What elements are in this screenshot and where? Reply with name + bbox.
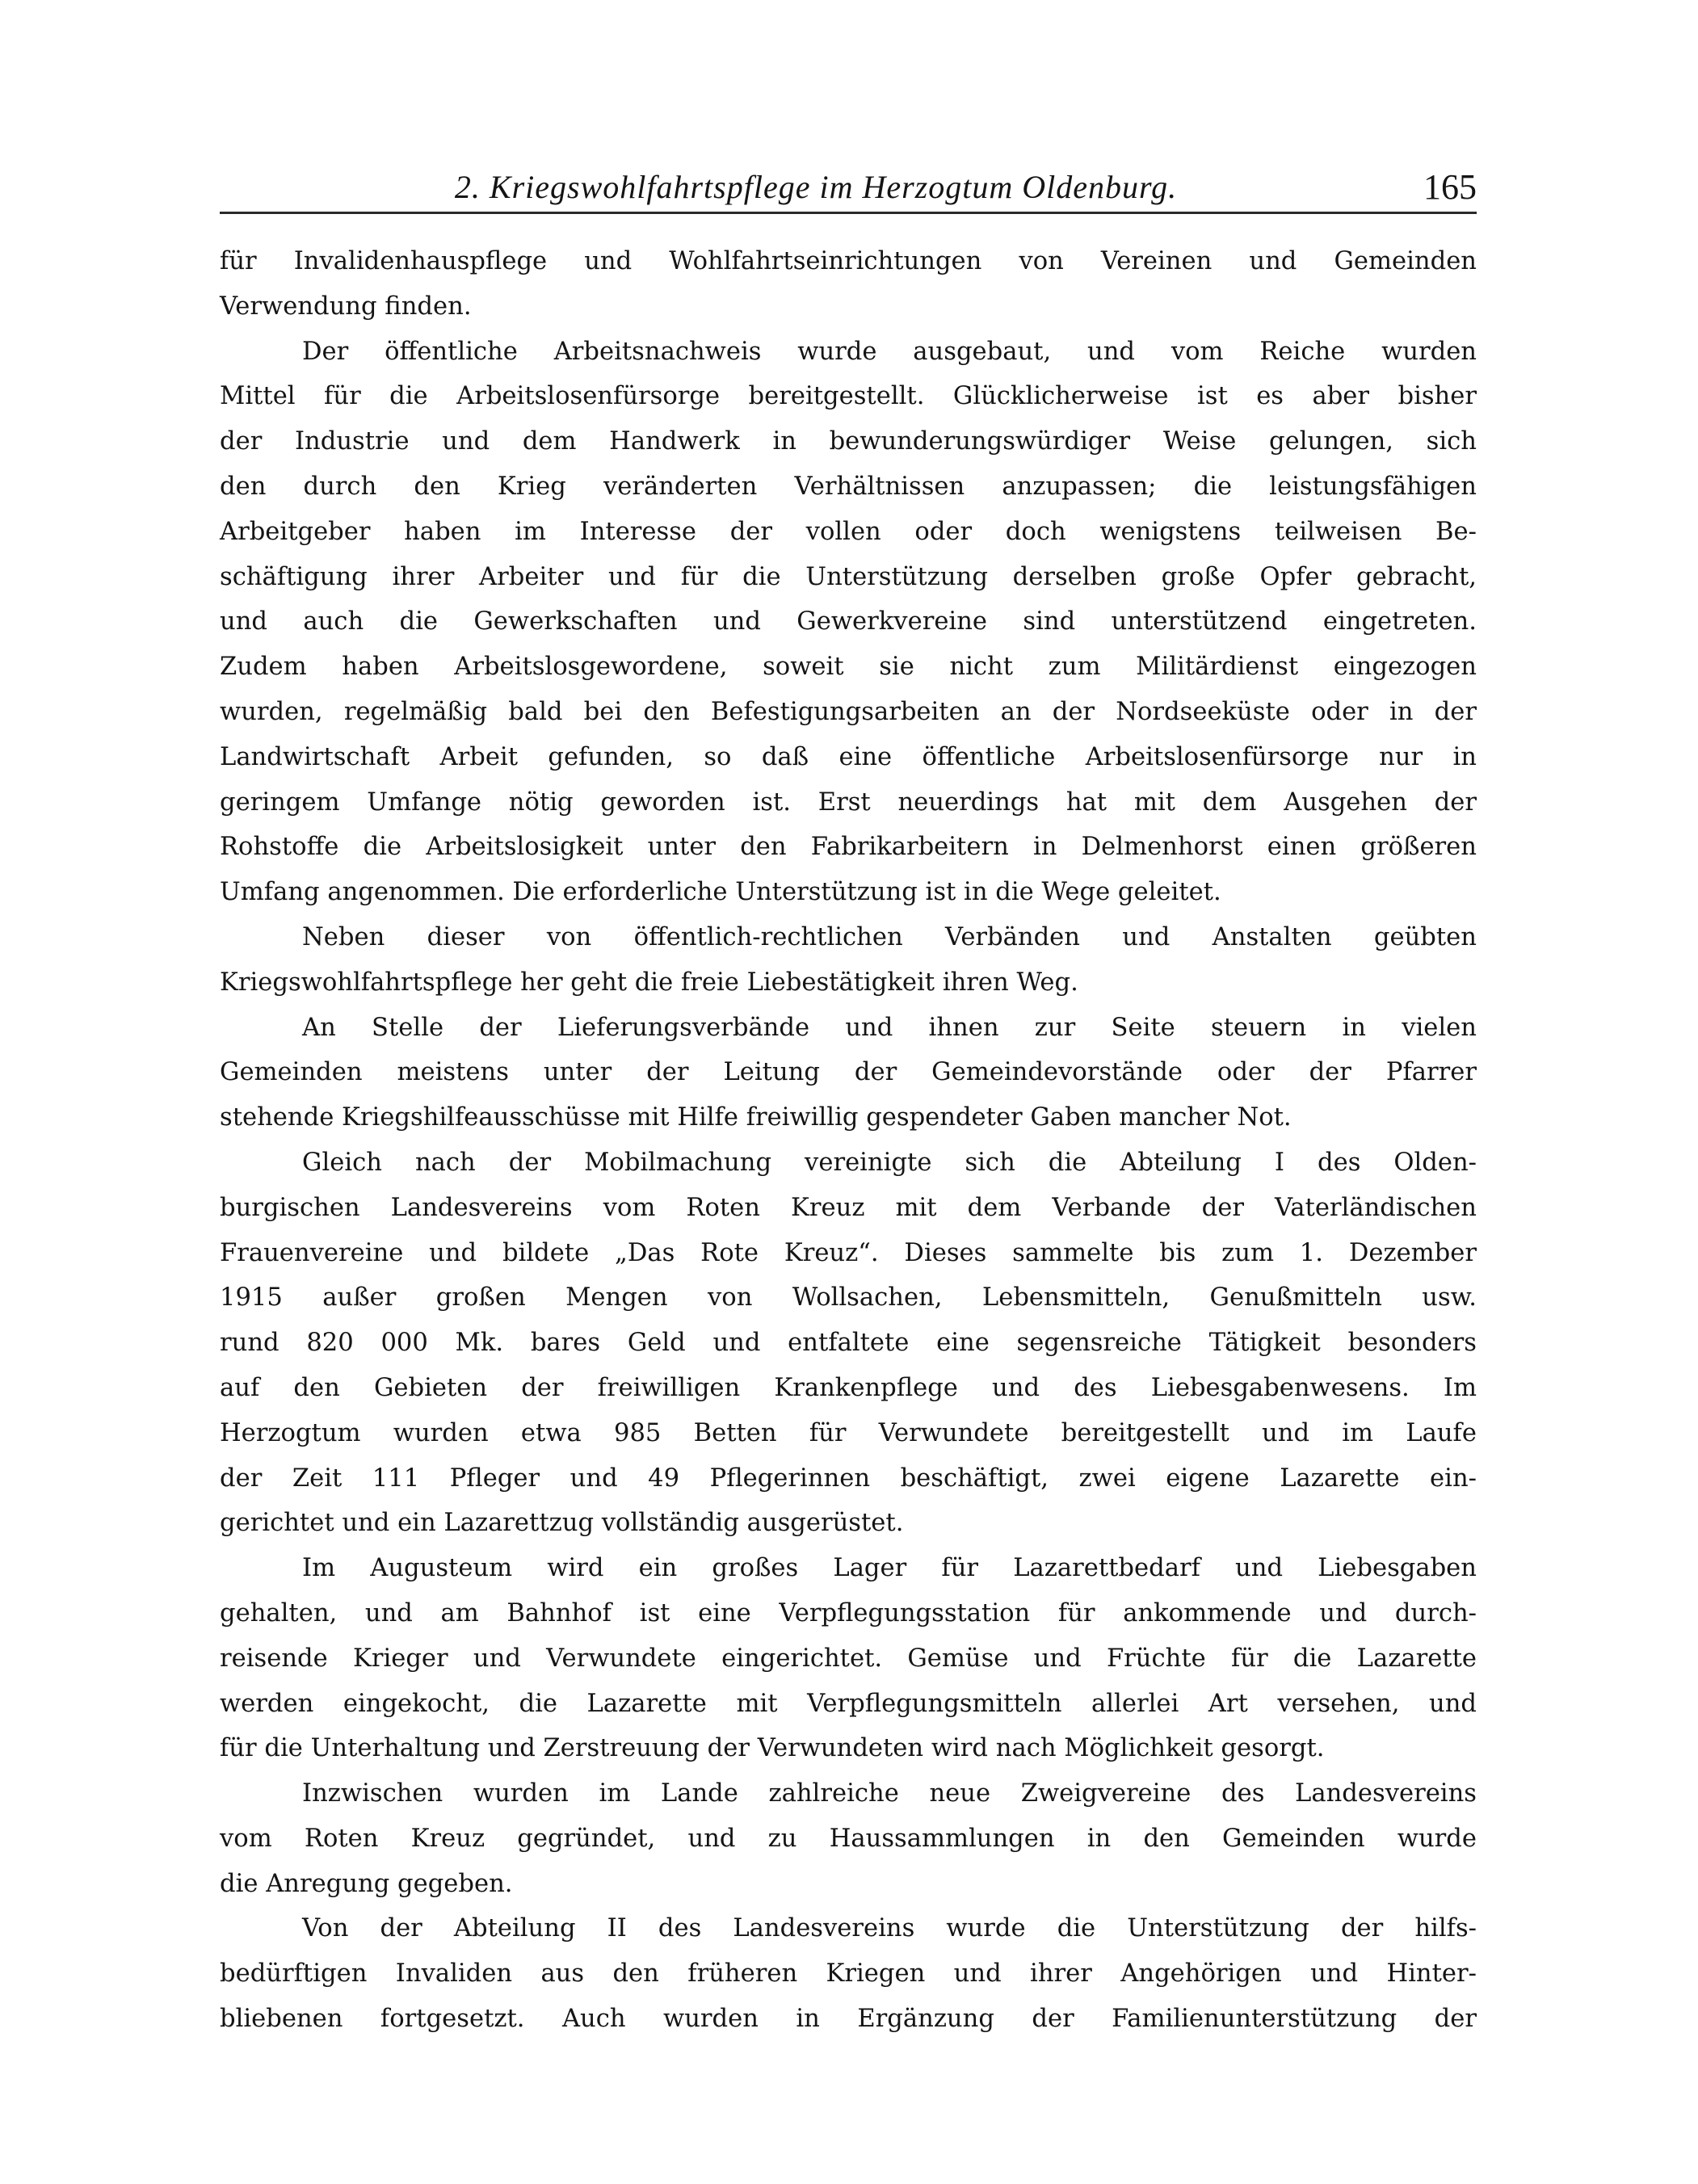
text-line: Herzogtum wurden etwa 985 Betten für Verwundete bereitgestellt und im Laufe	[220, 1418, 1477, 1447]
text-line: gehalten, und am Bahnhof ist eine Verpflegungsstation für ankommende und durch-	[220, 1598, 1477, 1628]
text-line: gerichtet und ein Lazarettzug vollständig ausgerüstet.	[220, 1509, 904, 1538]
text-line: Inzwischen wurden im Lande zahlreiche neue Zweigvereine des Landesvereins	[302, 1779, 1477, 1808]
text-line: bliebenen fortgesetzt. Auch wurden in Ergänzung der Familienunterstützung der	[220, 2005, 1477, 2034]
text-line: den durch den Krieg veränderten Verhältnissen anzupassen; die leistungsfähigen	[220, 472, 1477, 501]
text-line: reisende Krieger und Verwundete eingerichtet. Gemüse und Früchte für die Lazarette	[220, 1644, 1477, 1673]
running-header	[220, 165, 1477, 210]
text-line: schäftigung ihrer Arbeiter und für die Unterstützung derselben große Opfer gebracht,	[220, 562, 1477, 591]
text-line: Gleich nach der Mobilmachung vereinigte sich die Abteilung I des Olden-	[302, 1148, 1477, 1177]
text-line: Der öffentliche Arbeitsnachweis wurde ausgebaut, und vom Reiche wurden	[302, 337, 1477, 366]
text-line: 1915 außer großen Mengen von Wollsachen, Lebensmitteln, Genußmitteln usw.	[220, 1283, 1477, 1312]
text-line: Verwendung finden.	[220, 292, 472, 321]
text-line: Zudem haben Arbeitslosgewordene, soweit sie nicht zum Militärdienst eingezogen	[220, 653, 1477, 682]
text-line: der Zeit 111 Pfleger und 49 Pflegerinnen beschäftigt, zwei eigene Lazarette ein-	[220, 1464, 1477, 1493]
text-line: Von der Abteilung II des Landesvereins wurde die Unterstützung der hilfs-	[302, 1914, 1477, 1943]
text-line: bedürftigen Invaliden aus den früheren Kriegen und ihrer Angehörigen und Hinter-	[220, 1959, 1477, 1989]
text-line: für die Unterhaltung und Zerstreuung der Verwundeten wird nach Möglichkeit gesorgt.	[220, 1734, 1325, 1763]
running-title: 2. Kriegswohlfahrtspflege im Herzogtum Oldenburg.	[454, 169, 1178, 205]
body-text	[220, 239, 1477, 2042]
text-line: Landwirtschaft Arbeit gefunden, so daß eine öffentliche Arbeitslosenfürsorge nur in	[220, 742, 1477, 771]
text-line: Neben dieser von öffentlich-rechtlichen Verbänden und Anstalten geübten	[302, 922, 1477, 951]
text-line: Frauenvereine und bildete „Das Rote Kreuz“. Dieses sammelte bis zum 1. Dezember	[220, 1238, 1477, 1267]
text-line: wurden, regelmäßig bald bei den Befestigungsarbeiten an der Nordseeküste oder in der	[220, 697, 1477, 726]
text-line: burgischen Landesvereins vom Roten Kreuz mit dem Verbande der Vaterländischen	[220, 1193, 1477, 1222]
text-line: werden eingekocht, die Lazarette mit Verpflegungsmitteln allerlei Art versehen, und	[220, 1689, 1477, 1718]
page-number: 165	[1423, 167, 1477, 207]
text-line: der Industrie und dem Handwerk in bewunderungswürdiger Weise gelungen, sich	[220, 427, 1477, 456]
text-line: auf den Gebieten der freiwilligen Krankenpflege und des Liebesgabenwesens. Im	[220, 1373, 1477, 1402]
text-line: Kriegswohlfahrtspflege her geht die freie Liebestätigkeit ihren Weg.	[220, 968, 1078, 997]
text-line: Gemeinden meistens unter der Leitung der Gemeindevorstände oder der Pfarrer	[220, 1058, 1477, 1087]
text-line: Arbeitgeber haben im Interesse der vollen oder doch wenigstens teilweisen Be-	[220, 517, 1477, 546]
text-line: Rohstoffe die Arbeitslosigkeit unter den Fabrikarbeitern in Delmenhorst einen größeren	[220, 833, 1477, 862]
text-line: Im Augusteum wird ein großes Lager für Lazarettbedarf und Liebesgaben	[302, 1554, 1477, 1583]
text-line: rund 820 000 Mk. bares Geld und entfaltete eine segensreiche Tätigkeit besonders	[220, 1329, 1477, 1358]
text-line: Mittel für die Arbeitslosenfürsorge bereitgestellt. Glücklicherweise ist es aber bisher	[220, 382, 1477, 411]
text-line: die Anregung gegeben.	[220, 1869, 513, 1898]
text-line: vom Roten Kreuz gegründet, und zu Haussammlungen in den Gemeinden wurde	[220, 1824, 1477, 1853]
text-line: geringem Umfange nötig geworden ist. Erst neuerdings hat mit dem Ausgehen der	[220, 788, 1477, 817]
text-line: für Invalidenhauspflege und Wohlfahrtseinrichtungen von Vereinen und Gemeinden	[220, 247, 1477, 275]
text-line: Umfang angenommen. Die erforderliche Unterstützung ist in die Wege geleitet.	[220, 878, 1221, 907]
text-line: An Stelle der Lieferungsverbände und ihnen zur Seite steuern in vielen	[302, 1013, 1477, 1042]
header-rule	[220, 212, 1477, 214]
text-line: stehende Kriegshilfeausschüsse mit Hilfe freiwillig gespendeter Gaben mancher Not.	[220, 1103, 1292, 1132]
text-line: und auch die Gewerkschaften und Gewerkvereine sind unterstützend eingetreten.	[220, 607, 1477, 636]
